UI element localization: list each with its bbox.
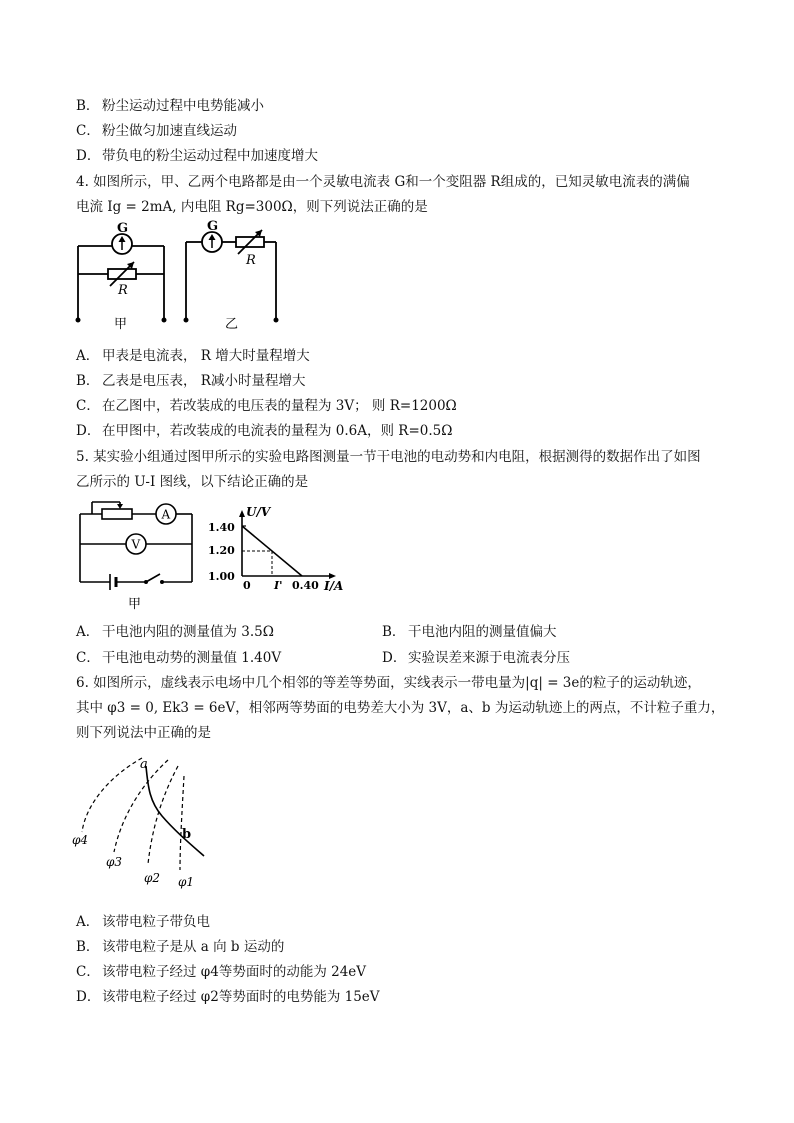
q3-option-b xyxy=(76,96,264,116)
q5-option-b xyxy=(382,622,557,642)
origin-label: 0 xyxy=(243,579,251,592)
q3-option-d xyxy=(76,146,318,166)
option-text: 在乙图中，若改装成的电压表的量程为 3V； 则 R=1200Ω xyxy=(102,398,457,414)
q6-option-a xyxy=(76,912,210,932)
figure-caption: 甲 xyxy=(114,317,128,332)
phi4-label: φ4 xyxy=(72,833,89,847)
option-label: D． xyxy=(76,423,101,439)
q4-option-c xyxy=(76,396,457,416)
equipotential-line xyxy=(180,776,184,870)
phi1-label: φ1 xyxy=(178,875,195,889)
q4-stem-line1: 4. 如图所示，甲、乙两个电路都是由一个灵敏电流表 G和一个变阻器 R组成的，已知灵敏电流表的满偏 xyxy=(76,174,690,190)
q6-equipotential-figure xyxy=(70,752,220,892)
x-tick-label: 0.40 xyxy=(292,579,319,592)
q5-ui-graph xyxy=(208,505,348,593)
y-tick-label: 1.20 xyxy=(208,544,235,557)
option-text: 在甲图中，若改装成的电流表的量程为 0.6A，则 R=0.5Ω xyxy=(102,423,453,439)
point-b-label: b xyxy=(182,827,192,842)
option-text: 干电池电动势的测量值 1.40V xyxy=(102,650,282,666)
figure-label: R xyxy=(246,253,256,268)
option-text: 带负电的粉尘运动过程中加速度增大 xyxy=(102,148,318,164)
option-label: C． xyxy=(76,398,100,414)
x-axis-label: I/A xyxy=(324,579,344,593)
q6-option-d xyxy=(76,987,380,1007)
i-prime-label: I' xyxy=(274,579,283,592)
option-label: B． xyxy=(76,939,100,955)
option-text: 干电池内阻的测量值偏大 xyxy=(408,624,557,640)
figure-label: G xyxy=(117,221,129,236)
meter-letter: V xyxy=(131,537,141,552)
option-text: 干电池内阻的测量值为 3.5Ω xyxy=(102,624,274,640)
equipotential-line xyxy=(114,760,168,852)
option-label: C． xyxy=(76,650,100,666)
q6-option-c xyxy=(76,962,366,982)
q3-option-c xyxy=(76,121,237,141)
option-text: 该带电粒子是从 a 向 b 运动的 xyxy=(102,939,285,955)
q5-stem-line2: 乙所示的 U-I 图线，以下结论正确的是 xyxy=(76,474,309,490)
figure-caption: 乙 xyxy=(225,317,239,332)
meter-letter: A xyxy=(161,507,171,522)
phi3-label: φ3 xyxy=(106,855,123,869)
q4-option-d xyxy=(76,421,452,441)
q5-option-a xyxy=(76,622,274,642)
option-text: 甲表是电流表， R 增大时量程增大 xyxy=(102,348,310,364)
option-label: C． xyxy=(76,123,100,139)
y-tick-label: 1.00 xyxy=(208,570,235,583)
option-label: A． xyxy=(76,624,100,640)
option-text: 该带电粒子经过 φ4等势面时的动能为 24eV xyxy=(102,964,367,980)
q6-stem-line3: 则下列说法中正确的是 xyxy=(76,725,211,741)
point-a-label: a xyxy=(140,757,148,772)
figure-label: R xyxy=(118,283,128,298)
q4-option-b xyxy=(76,371,305,391)
equipotential-line xyxy=(82,758,142,832)
q4-option-a xyxy=(76,346,310,366)
q5-option-c xyxy=(76,648,281,668)
q4-figure-circuits xyxy=(70,219,300,334)
q5-circuit-figure xyxy=(74,496,200,612)
option-label: D． xyxy=(382,650,407,666)
option-label: D． xyxy=(76,148,101,164)
figure-label: G xyxy=(207,219,219,234)
y-axis-label: U/V xyxy=(246,505,271,519)
option-label: B． xyxy=(76,373,100,389)
option-text: 粉尘做匀加速直线运动 xyxy=(102,123,237,139)
q6-option-b xyxy=(76,937,284,957)
q6-stem-line1: 6. 如图所示，虚线表示电场中几个相邻的等差等势面，实线表示一带电量为|q| = 3e的粒子的运动轨迹， xyxy=(76,675,701,691)
option-text: 该带电粒子经过 φ2等势面时的电势能为 15eV xyxy=(102,989,380,1005)
option-label: B． xyxy=(76,98,100,114)
option-label: D． xyxy=(76,989,101,1005)
q5-option-d xyxy=(382,648,570,668)
option-text: 粉尘运动过程中电势能减小 xyxy=(102,98,264,114)
phi2-label: φ2 xyxy=(144,871,161,885)
option-label: C． xyxy=(76,964,100,980)
option-label: A． xyxy=(76,348,100,364)
y-tick-label: 1.40 xyxy=(208,521,235,534)
y-axis-arrow-icon xyxy=(239,510,245,517)
option-text: 实验误差来源于电流表分压 xyxy=(408,650,570,666)
equipotential-line xyxy=(148,766,178,864)
q4-stem-line2: 电流 Ig = 2mA, 内电阻 Rg=300Ω，则下列说法正确的是 xyxy=(76,199,428,215)
q5-stem-line1: 5. 某实验小组通过图甲所示的实验电路图测量一节干电池的电动势和内电阻，根据测得的数据作出了如图 xyxy=(76,449,701,465)
q6-stem-line2: 其中 φ3 = 0, Ek3 = 6eV，相邻两等势面的电势差大小为 3V，a、b 为运动轨迹上的两点，不计粒子重力， xyxy=(76,700,725,716)
option-label: A． xyxy=(76,914,100,930)
option-label: B． xyxy=(382,624,406,640)
particle-trajectory xyxy=(146,766,204,856)
rheostat-symbol xyxy=(102,509,132,519)
figure-caption: 甲 xyxy=(128,597,142,612)
option-text: 乙表是电压表， R减小时量程增大 xyxy=(102,373,306,389)
option-text: 该带电粒子带负电 xyxy=(102,914,210,930)
